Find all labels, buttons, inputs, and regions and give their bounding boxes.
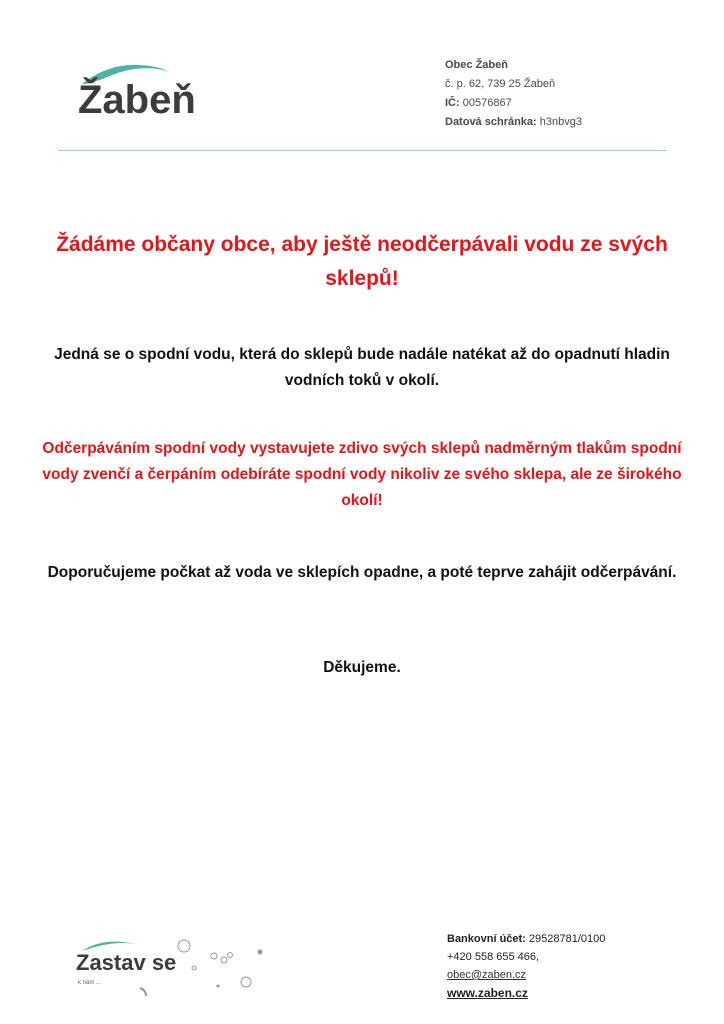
ds-label: Datová schránka: [445,116,537,128]
website-link[interactable]: www.zaben.cz [447,986,528,1000]
address: č. p. 62, 739 25 Žabeň [445,78,556,90]
footer-logo-text: Zastav se [76,950,177,975]
bank-label: Bankovní účet: [447,933,526,945]
org-name: Obec Žabeň [445,59,508,71]
bank-line [447,930,605,948]
bubbles-icon [132,936,272,996]
paragraph-1: Jedná se o spodní vodu, která do sklepů bude nadále natékat až do opadnutí hladin vodních toků v okolí. [54,346,670,389]
ic-line [445,94,582,113]
closing-text: Děkujeme. [323,659,401,676]
email-link[interactable]: obec@zaben.cz [447,969,527,981]
notice-heading: Žádáme občany obce, aby ještě neodčerpávali vodu ze svých sklepů! [56,233,668,290]
paragraph-2: Odčerpáváním spodní vody vystavujete zdivo svých sklepů nadměrným tlakům spodní vody zvenčí a čerpáním odebíráte spodní vody nikoliv ze svého sklepa, ale ze širokého okolí! [42,440,682,509]
paragraph-3: Doporučujeme počkat až voda ve sklepích opadne, a poté teprve zahájit odčerpávání. [47,564,677,581]
ic-value: 00576867 [462,97,512,109]
phone: +420 558 655 466, [447,951,540,963]
ds-value: h3nbvg3 [539,116,582,128]
bank-value: 29528781/0100 [528,933,606,945]
footer-logo-subtext: k nám ... [78,980,102,986]
zaben-logo [78,60,198,124]
ic-label: IČ: [445,97,460,109]
header-divider [58,150,666,151]
municipality-info [445,56,582,132]
contact-info [447,930,605,1003]
logo-text: Žabeň [78,78,196,122]
zastav-se-logo [72,936,272,996]
ds-line [445,113,582,132]
